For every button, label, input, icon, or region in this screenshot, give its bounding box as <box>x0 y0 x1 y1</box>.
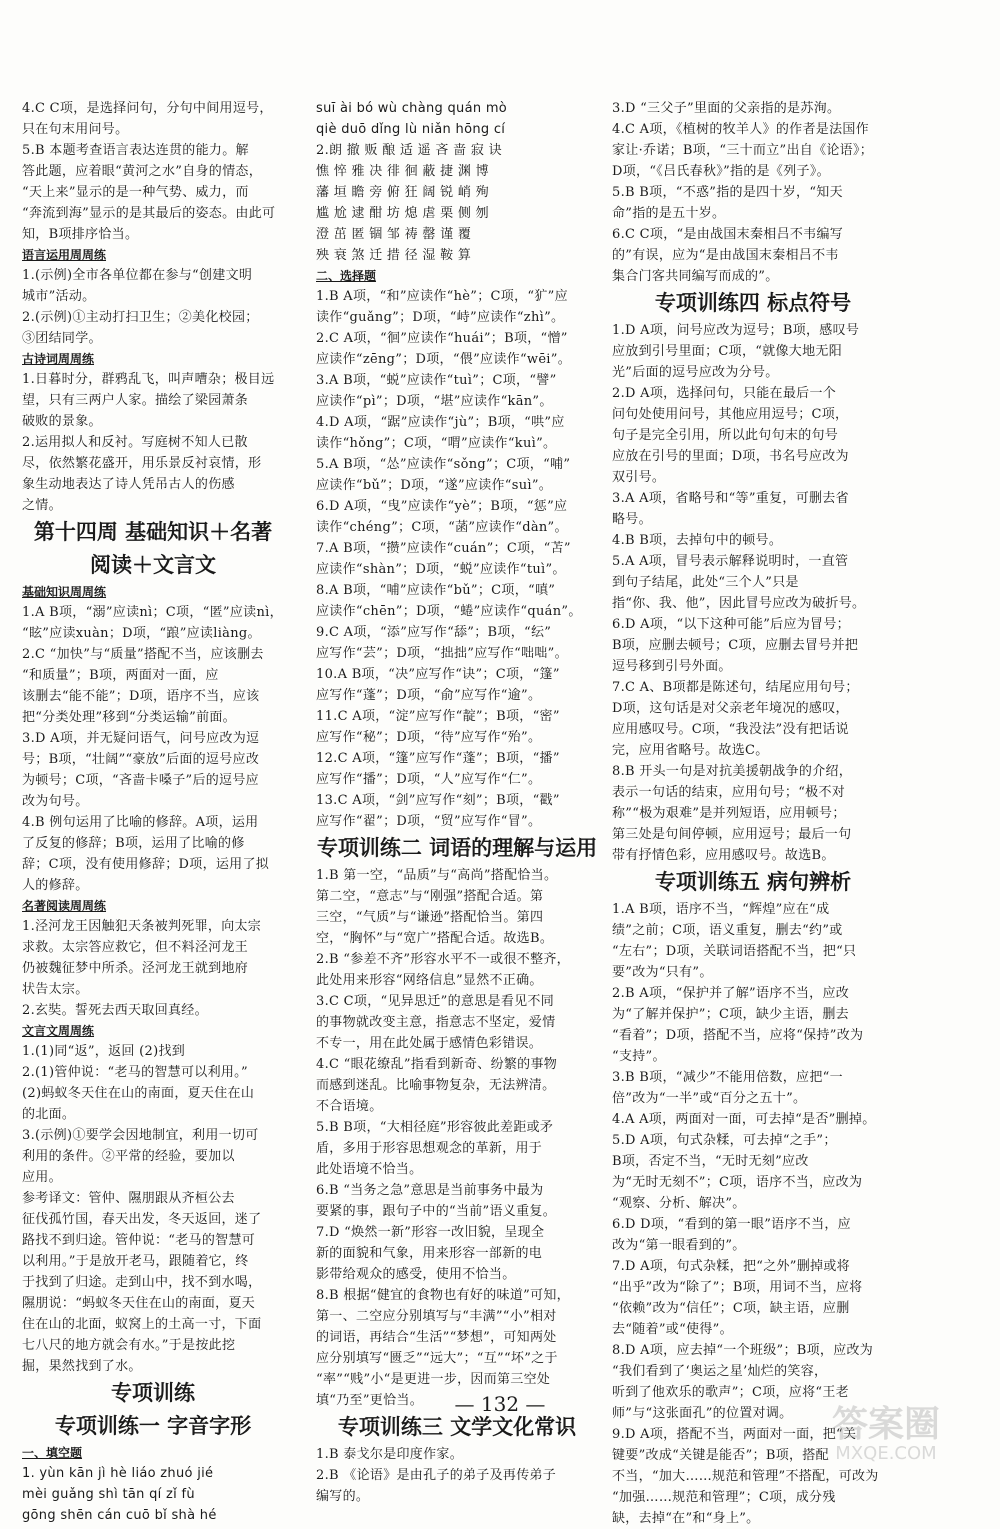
answer-line: 空，“胸怀”与“宽广”搭配合适。故选B。 <box>316 931 554 946</box>
answer-line: 澄 茁 匿 锢 邹 祷 罄 谨 覆 <box>316 227 472 242</box>
answer-line: “支持”。 <box>612 1049 666 1064</box>
answer-line: 望，只有三两户人家。描绘了梁园萧条 <box>22 393 249 408</box>
subsection-label: 语言运用周周练 <box>22 248 107 262</box>
answer-line: 4.C “眼花缭乱”指看到新奇、纷繁的事物 <box>316 1057 558 1072</box>
answer-line: 了反复的修辞；B项，运用了比喻的修 <box>22 836 245 851</box>
answer-line: 2.(示例)①主动打扫卫生；②美化校园； <box>22 310 259 325</box>
answer-line: 6.D A项，“以下这种可能”后应为冒号； <box>612 617 850 632</box>
answer-line: mèi guǎng shì tān qí zǐ fù <box>22 1487 195 1502</box>
answer-line: 参考译文：管仲、隰朋跟从齐桓公去 <box>22 1191 235 1206</box>
answer-line: 7.D “焕然一新”形容一改旧貌，呈现全 <box>316 1225 545 1240</box>
answer-line: 不合语境。 <box>316 1099 383 1114</box>
answer-line: 改为句号。 <box>22 794 89 809</box>
answer-line: 1.B A项，“和”应读作“hè”；C项，“犷”应 <box>316 289 568 304</box>
answer-line: 编写的。 <box>316 1489 370 1504</box>
answer-line: 的”有误，应为“是由战国末秦相吕不韦 <box>612 248 839 263</box>
answer-line: 3.B B项，“减少”不能用倍数，应把“一 <box>612 1070 843 1085</box>
answer-line: 9.C A项，“添”应写作“舔”；B项，“纭” <box>316 625 552 640</box>
answer-line: 读作“hǒng”；C项，“喟”应读作“kuì”。 <box>316 436 557 451</box>
answer-line: 3.C C项，“见异思迁”的意思是看见不同 <box>316 994 555 1009</box>
answer-line: 绩”之前；C项，语义重复，删去“约”或 <box>612 923 843 938</box>
answer-line: 填“乃至”更恰当。 <box>316 1393 423 1408</box>
subsection-label: 一、填空题 <box>22 1446 83 1460</box>
answer-line: 应读作“chēn”；D项，“蜷”应读作“quán”。 <box>316 604 582 619</box>
answer-line: 应用感叹号。C项，“我没法”没有把话说 <box>612 722 849 737</box>
watermark-url: MXQE.COM <box>835 1443 937 1464</box>
answer-line: 13.C A项，“剑”应写作“刻”；B项，“戳” <box>316 793 560 808</box>
answer-line: 应读作“zēng”；D项，“偎”应读作“wēi”。 <box>316 352 572 367</box>
answer-line: 路找不到归途。管仲说：“老马的智慧可 <box>22 1233 256 1248</box>
answer-line: D项，“《吕氏春秋》”指的是《列子》。 <box>612 164 830 179</box>
answer-line: 表示一句话的结束，应用句号；“极不对 <box>612 785 846 800</box>
answer-line: 应放到引号里面；C项，“就像大地无阳 <box>612 344 842 359</box>
answer-line: 应写作“翟”；D项，“贸”应写作“冒”。 <box>316 814 542 829</box>
answer-line: 新的面貌和气象，用来形容一部新的电 <box>316 1246 543 1261</box>
answer-line: 5.B 本题考查语言表达连贯的能力。解 <box>22 143 249 158</box>
answer-line: “眩”应读xuàn；D项，“踉”应读liàng。 <box>22 626 261 641</box>
answer-line: 仍被魏征梦中所杀。泾河龙王就到地府 <box>22 961 249 976</box>
answer-line: 为“了解并保护”；C项，缺少主语，删去 <box>612 1007 849 1022</box>
answer-line: 4.B 例句运用了比喻的修辞。A项，运用 <box>22 815 259 830</box>
answer-line: 到句子结尾，此处“三个人”只是 <box>612 575 799 590</box>
answer-line: 2.玄奘。誓死去西天取回真经。 <box>22 1003 208 1018</box>
answer-line: 不当，“加大……规范和管理”不搭配，可改为 <box>612 1469 879 1484</box>
answer-line: 要”改为“只有”。 <box>612 965 713 980</box>
column-middle <box>316 98 598 1507</box>
answer-line: “和质量”；B项，两面对一面，应 <box>22 668 219 683</box>
answer-line: 7.D A项，句式杂糅，把“之外”删掉或将 <box>612 1259 850 1274</box>
answer-line: 4.B B项，去掉句中的顿号。 <box>612 533 783 548</box>
answer-line: 称”“极为艰难”是并列短语，应用顿号； <box>612 806 846 821</box>
answer-line: 而感到迷乱。比喻事物复杂，无法辨清。 <box>316 1078 556 1093</box>
answer-line: 求救。太宗答应救它，但不料泾河龙王 <box>22 940 249 955</box>
answer-line: 1.(示例)全市各单位都在参与“创建文明 <box>22 268 253 283</box>
answer-line: 光”后面的逗号应改为分号。 <box>612 365 779 380</box>
answer-line: 集合门客共同编写而成的”。 <box>612 269 779 284</box>
answer-line: D项，这句话是对父亲老年境况的感叹， <box>612 701 849 716</box>
answer-line: 要紧的事，跟句子中的“当前”语义重复。 <box>316 1204 556 1219</box>
answer-line: 4.A A项，两面对一面，可去掉“是否”删掉。 <box>612 1112 876 1127</box>
answer-line: 征伐孤竹国，春天出发，冬天返回，迷了 <box>22 1212 262 1227</box>
answer-line: 利用的条件。②平常的经验，要加以 <box>22 1149 235 1164</box>
answer-line: 答此题，应着眼“黄河之水”自身的情态， <box>22 164 262 179</box>
section-heading: 第十四周 基础知识＋名著 <box>33 520 273 544</box>
answer-line: 于找到了归途。走到山中，找不到水喝， <box>22 1275 262 1290</box>
answer-line: 1.泾河龙王因触犯天条被判死罪，向太宗 <box>22 919 262 934</box>
answer-line: 双引号。 <box>612 470 666 485</box>
answer-line: 2.C A项，“徊”应读作“huái”；B项，“憎” <box>316 331 568 346</box>
answer-line: 7.C A、B项都是陈述句，结尾应用句号； <box>612 680 859 695</box>
answer-line: 5.B B项，“不惑”指的是四十岁，“知天 <box>612 185 843 200</box>
answer-line: “我们看到了‘奥运之星’灿烂的笑容， <box>612 1364 828 1379</box>
answer-line: 3.A A项，省略号和“等”重复，可删去省 <box>612 491 849 506</box>
answer-line: 1.D A项，问号应改为逗号；B项，感叹号 <box>612 323 860 338</box>
section-heading: 专项训练二 词语的理解与运用 <box>316 836 598 860</box>
answer-line: 尽，依然繁花盛开，用乐景反衬哀情，形 <box>22 456 262 471</box>
answer-line: 应分别填写“匮乏”“远大”；“互”“坏”之于 <box>316 1351 558 1366</box>
answer-line: 师”与“这张面孔”的位置对调。 <box>612 1406 793 1421</box>
page-number: — 132 — <box>454 1392 546 1416</box>
answer-line: 1.(1)同“返”，返回 (2)找到 <box>22 1044 186 1059</box>
answer-line: “天上来”显示的是一种气势、威力，而 <box>22 185 249 200</box>
answer-line: gōng shēn cán cuō bǐ shà hé <box>22 1508 217 1523</box>
answer-line: 三空，“气质”与“谦逊”搭配恰当。第四 <box>316 910 544 925</box>
answer-line: 第二空，“意志”与“刚强”搭配合适。第 <box>316 889 544 904</box>
subsection-label: 古诗词周周练 <box>22 352 95 366</box>
answer-line: 状告太宗。 <box>22 982 89 997</box>
watermark-logo <box>786 1406 986 1466</box>
answer-line: 11.C A项，“淀”应写作“靛”；B项，“密” <box>316 709 560 724</box>
section-heading: 专项训练 <box>111 1381 195 1405</box>
answer-line: 应用。 <box>22 1170 62 1185</box>
answer-line: 听到了他欢乐的歌声”；C项，应将“王老 <box>612 1385 849 1400</box>
answer-line: 略号。 <box>612 512 652 527</box>
answer-line: 应读作“pì”；D项，“堪”应读作“kān”。 <box>316 394 553 409</box>
answer-line: 改为“第一眼看到的”。 <box>612 1238 746 1253</box>
answer-line: 1.B 第一空，“品质”与“高尚”搭配恰当。 <box>316 868 558 883</box>
subsection-label: 基础知识周周练 <box>22 585 107 599</box>
answer-line: 第三处是句间停顿，应用逗号；最后一句 <box>612 827 852 842</box>
section-heading: 专项训练一 字音字形 <box>54 1414 252 1438</box>
answer-line: 憔 悴 雅 决 徘 徊 蔽 捷 渊 博 <box>316 164 489 179</box>
answer-line: 6.D D项，“看到的第一眼”语序不当，应 <box>612 1217 851 1232</box>
answer-line: 2.D A项，选择问句，只能在最后一个 <box>612 386 837 401</box>
answer-line: 应写作“播”；D项，“人”应写作“仁”。 <box>316 772 542 787</box>
answer-line: 1.A B项，“溺”应读nì；C项，“匿”应读nì， <box>22 605 283 620</box>
subsection-label: 文言文周周练 <box>22 1024 95 1038</box>
answer-line: 的事物就改变主意，指意志不坚定，爱情 <box>316 1015 556 1030</box>
answer-line: “出乎”改为“除了”；B项，用词不当，应将 <box>612 1280 863 1295</box>
answer-line: 4.C A项，《植树的牧羊人》的作者是法国作 <box>612 122 869 137</box>
answer-line: 1. yùn kān jì hè liáo zhuó jié <box>22 1466 214 1481</box>
answer-line: 掘，果然找到了水。 <box>22 1359 142 1374</box>
answer-line: 指“你、我、他”，因此冒号应改为破折号。 <box>612 596 866 611</box>
answer-line: 的词语，再结合“生活”“梦想”，可知两处 <box>316 1330 557 1345</box>
answer-line: 6.C C项，“是由战国末秦相吕不韦编写 <box>612 227 844 242</box>
answer-line: 为顿号；C项，“吝啬卡嗓子”后的逗号应 <box>22 773 259 788</box>
answer-line: 2.(1)管仲说：“老马的智慧可以利用。” <box>22 1065 248 1080</box>
answer-line: 带有抒情色彩，应用感叹号。故选B。 <box>612 848 835 863</box>
answer-line: 应写作“芸”；D项，“拙拙”应写作“咄咄”。 <box>316 646 568 661</box>
answer-line: 该删去“能不能”；D项，语序不当，应该 <box>22 689 260 704</box>
answer-line: “看着”；D项，搭配不当，应将“保持”改为 <box>612 1028 864 1043</box>
answer-line: B项，应删去顿号；C项，应删去冒号并把 <box>612 638 859 653</box>
answer-line: 5.A B项，“怂”应读作“sǒng”；C项，“哺” <box>316 457 571 472</box>
answer-line: 七八尺的地方就会有水。”于是按此挖 <box>22 1338 236 1353</box>
answer-line: 住在山的北面，蚁窝上的土高一寸，下面 <box>22 1317 262 1332</box>
answer-line: 象生动地表达了诗人凭吊古人的伤感 <box>22 477 235 492</box>
answer-line: 12.C A项，“篷”应写作“蓬”；B项，“播” <box>316 751 560 766</box>
answer-line: 藩 垣 瞻 旁 俯 狂 阔 锐 峭 殉 <box>316 185 489 200</box>
answer-line: 2.朗 撤 贩 酿 适 遥 吝 啬 寂 诀 <box>316 143 502 158</box>
answer-line: “观察、分析、解决”。 <box>612 1196 746 1211</box>
answer-line: 之情。 <box>22 498 62 513</box>
answer-line: 6.D A项，“曳”应读作“yè”；B项，“惩”应 <box>316 499 568 514</box>
answer-line: “率”“贱”小“是更进一步，因而第三空处 <box>316 1372 551 1387</box>
answer-line: 倍”改为“一半”或“百分之五十”。 <box>612 1091 807 1106</box>
answer-line: 5.B B项，“大相径庭”形容彼此差距或矛 <box>316 1120 554 1135</box>
answer-line: qiè duō dǐng lù niǎn hōng cí <box>316 122 506 137</box>
answer-line: 不专一，用在此处属于感情色彩错误。 <box>316 1036 543 1051</box>
answer-line: 8.B 开头一句是对抗美援朝战争的介绍， <box>612 764 853 779</box>
column-right <box>612 98 894 1529</box>
answer-line: 辞；C项，没有使用修辞；D项，运用了拟 <box>22 857 270 872</box>
answer-line: 城市”活动。 <box>22 289 96 304</box>
answer-line: ③团结同学。 <box>22 331 102 346</box>
answer-line: 号；B项，“壮阔”“豪放”后面的逗号应改 <box>22 752 260 767</box>
answer-line: 命”指的是五十岁。 <box>612 206 726 221</box>
answer-line: 去“随着”或“使得”。 <box>612 1322 733 1337</box>
answer-line: 读作“guǎng”；D项，“峙”应读作“zhì”。 <box>316 310 565 325</box>
answer-line: 读作“chéng”；C项，“菡”应读作“dàn”。 <box>316 520 568 535</box>
answer-line: 3.D “三父子”里面的父亲指的是苏洵。 <box>612 101 841 116</box>
answer-line: 应写作“蓬”；D项，“俞”应写作“逾”。 <box>316 688 542 703</box>
answer-line: 句子是完全引用，所以此句句末的句号 <box>612 428 839 443</box>
answer-line: 此处语境不恰当。 <box>316 1162 423 1177</box>
answer-line: 8.D A项，应去掉“一个班级”；B项，应改为 <box>612 1343 874 1358</box>
answer-line: 只在句末用问号。 <box>22 122 129 137</box>
answer-line: 破败的景象。 <box>22 414 102 429</box>
answer-line: 2.B A项，“保护并了解”语序不当，应改 <box>612 986 850 1001</box>
answer-line: 2.B “参差不齐”形容水平不一或很不整齐， <box>316 952 570 967</box>
answer-line: 第一、二空应分别填写与“丰满”“小”相对 <box>316 1309 557 1324</box>
answer-line: 3.(示例)①要学会因地制宜，利用一切可 <box>22 1128 259 1143</box>
answer-line: B项，否定不当，“无时无刻”应改 <box>612 1154 809 1169</box>
answer-line: 家让·乔诺；B项，“三十而立”出自《论语》； <box>612 143 874 158</box>
answer-line: 为“无时无刻不”；C项，语序不当，应改为 <box>612 1175 863 1190</box>
section-heading: 专项训练五 病句辨析 <box>654 870 852 894</box>
answer-line: 盾，多用于形容思想观念的革新，用于 <box>316 1141 543 1156</box>
answer-line: 键要”改成“关键是能否”；B项，搭配 <box>612 1448 829 1463</box>
answer-line: 知，B项排序恰当。 <box>22 227 139 242</box>
section-heading: 专项训练三 文学文化常识 <box>337 1415 577 1439</box>
answer-line: 3.D A项，并无疑问语气，问号应改为逗 <box>22 731 260 746</box>
answer-line: 9.D A项，搭配不当，两面对一面，把“关 <box>612 1427 857 1442</box>
answer-line: 问句处使用问号，其他应用逗号；C项， <box>612 407 849 422</box>
answer-line: 人的修辞。 <box>22 878 89 893</box>
answer-line: 8.B 根据“健宜的食物也有好的味道”可知， <box>316 1288 570 1303</box>
answer-line: 10.A B项，“决”应写作“诀”；C项，“篷” <box>316 667 560 682</box>
answer-line: 8.A B项，“哺”应读作“bǔ”；C项，“嗔” <box>316 583 556 598</box>
answer-line: 4.C C项，是选择问句，分句中间用逗号， <box>22 101 273 116</box>
answer-line: 2.C “加快”与“质量”搭配不当，应该删去 <box>22 647 264 662</box>
answer-line: 应写作“秘”；D项，“待”应写作“殆”。 <box>316 730 542 745</box>
answer-line: 应放在引号的里面；D项，书名号应改为 <box>612 449 849 464</box>
answer-line: 7.A B项，“攒”应读作“cuán”；C项，“苫” <box>316 541 571 556</box>
answer-line: “加强……规范和管理”；C项，成分残 <box>612 1490 836 1505</box>
section-heading: 阅读＋文言文 <box>90 553 216 577</box>
answer-line: 逗号移到引号外面。 <box>612 659 732 674</box>
answer-line: 完，应用省略号。故选C。 <box>612 743 769 758</box>
answer-line: 应读作“bǔ”；D项，“遂”应读作“suì”。 <box>316 478 553 493</box>
answer-line: “依赖”改为“信任”；C项，缺主语，应删 <box>612 1301 850 1316</box>
answer-line: 此处用来形容“网络信息”显然不正确。 <box>316 973 543 988</box>
answer-line: 缺，去掉“在”和“身上”。 <box>612 1511 760 1526</box>
answer-line: “奔流到海”显示的是其最后的姿态。由此可 <box>22 206 276 221</box>
answer-line: 4.D A项，“踞”应读作“jù”；B项，“哄”应 <box>316 415 565 430</box>
answer-line: “左右”；D项，关联词语搭配不当，把“只 <box>612 944 857 959</box>
answer-line: 的北面。 <box>22 1107 76 1122</box>
answer-line: (2)蚂蚁冬天住在山的南面，夏天住在山 <box>22 1086 255 1101</box>
answer-line: 殃 衰 煞 迁 措 径 湿 鞍 算 <box>316 248 472 263</box>
answer-line: 1.B 泰戈尔是印度作家。 <box>316 1447 463 1462</box>
answer-line: 2.运用拟人和反衬。写庭树不知人已散 <box>22 435 248 450</box>
answer-line: 3.A B项，“蜕”应读作“tuì”；C项，“譬” <box>316 373 557 388</box>
answer-line: 5.A A项，冒号表示解释说明时，一直管 <box>612 554 849 569</box>
answer-line: 尴 尬 逮 酣 坊 熄 虐 栗 侧 刎 <box>316 206 489 221</box>
answer-line: 6.B “当务之急”意思是当前事务中最为 <box>316 1183 544 1198</box>
column-left <box>22 98 284 1526</box>
subsection-label: 二、选择题 <box>316 269 377 283</box>
answer-line: 5.D A项，句式杂糅，可去掉“之手”； <box>612 1133 837 1148</box>
answer-line: 2.B 《论语》是由孔子的弟子及再传弟子 <box>316 1468 557 1483</box>
watermark-logo-text: 答案圈 <box>831 1404 940 1445</box>
answer-line: 1.日暮时分，群鸦乱飞，叫声嘈杂；极目远 <box>22 372 275 387</box>
subsection-label: 名著阅读周周练 <box>22 899 107 913</box>
answer-line: 隰朋说：“蚂蚁冬天住在山的南面，夏天 <box>22 1296 256 1311</box>
answer-line: suī ài bó wù chàng quán mò <box>316 101 508 116</box>
answer-line: 应读作“shàn”；D项，“蜕”应读作“tuì”。 <box>316 562 566 577</box>
section-heading: 专项训练四 标点符号 <box>654 291 852 315</box>
answer-line: 1.A B项，语序不当，“辉煌”应在“成 <box>612 902 830 917</box>
answer-line: 以利用。”于是放开老马，跟随着它，终 <box>22 1254 249 1269</box>
answer-line: 影带给观众的感受，使用不恰当。 <box>316 1267 516 1282</box>
answer-line: 把“分类处理”移到“分类运输”前面。 <box>22 710 236 725</box>
